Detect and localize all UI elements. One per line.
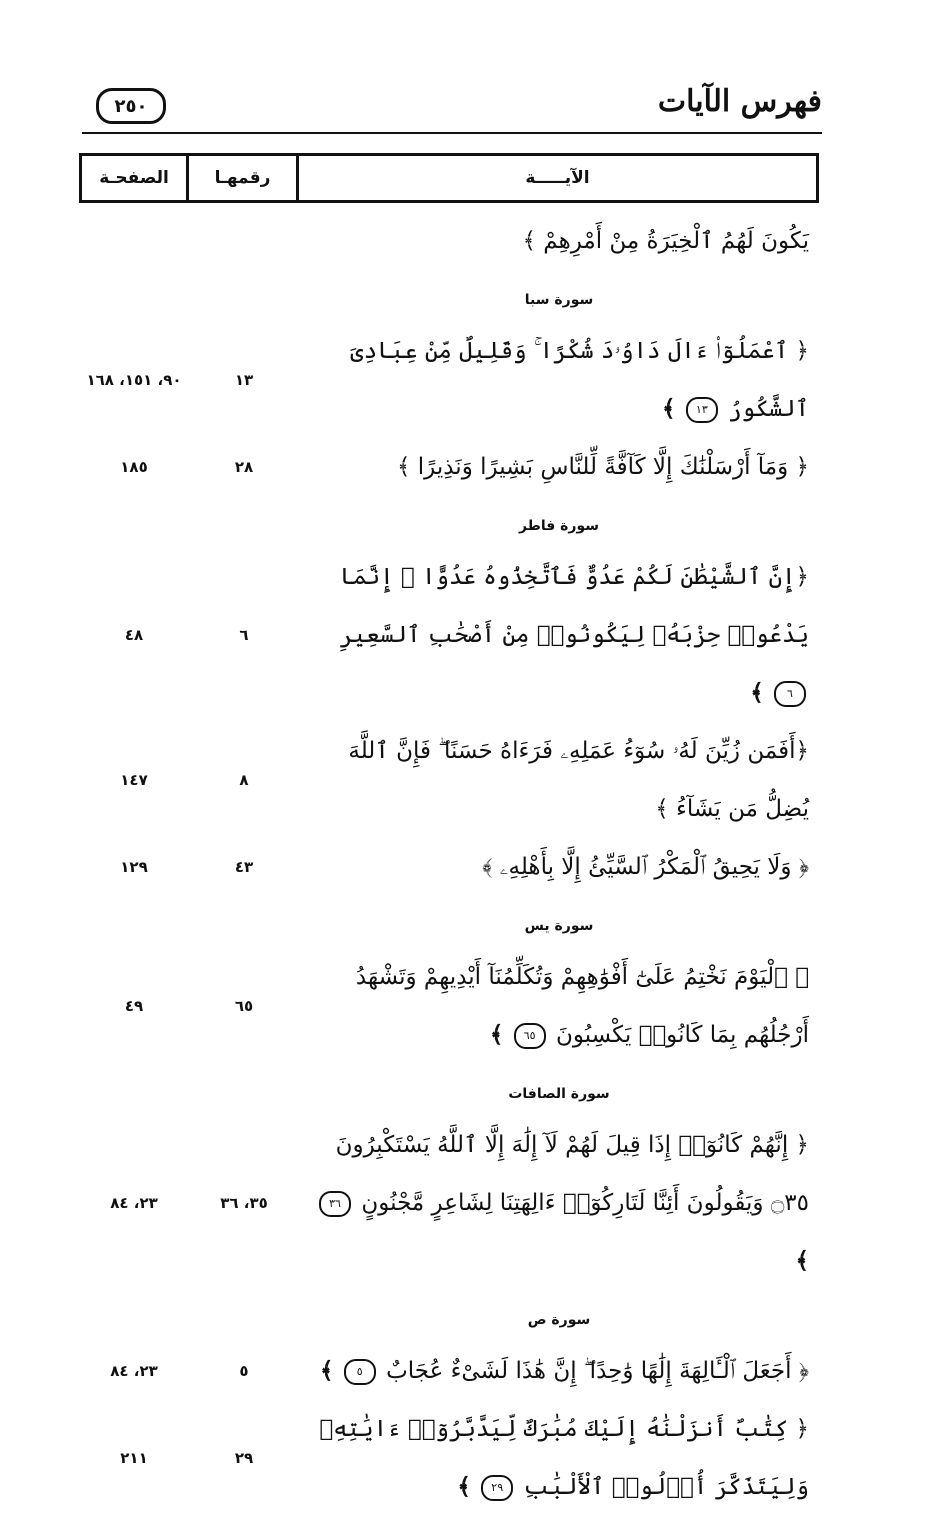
verse-cell (299, 1400, 819, 1516)
verse-text: ﴿ ٱعْمَلُوٓا۟ ءَالَ دَاوُۥدَ شُكْرًا ۚ وَقَلِيلٌ مِّنْ عِبَادِىَ ٱلشَّكُورُ (350, 338, 809, 422)
verse-number: ٤٣ (234, 858, 254, 876)
verse-cell (299, 322, 819, 438)
verse-cell (299, 548, 819, 722)
ayah-number-mark: ٢٩ (481, 1475, 513, 1501)
verse-text: ﴿ ٱلْيَوْمَ نَخْتِمُ عَلَىٰٓ أَفْوَٰهِهِمْ وَتُكَلِّمُنَآ أَيْدِيهِمْ وَتَشْهَدُ أَرْجُلُهُم بِمَا كَانُوا۟ يَكْسِبُونَ (355, 964, 809, 1048)
ayah-number-mark: ٦٥ (514, 1023, 546, 1049)
index-table-header (79, 153, 819, 203)
header-divider (82, 132, 822, 134)
verse-number: ٦ (239, 626, 249, 644)
index-rows (79, 212, 819, 1516)
closing-bracket: ﴾ (662, 395, 676, 422)
continuation-row (79, 212, 819, 270)
verse-number: ٢٩ (234, 1449, 254, 1467)
closing-bracket: ﴾ (457, 1473, 471, 1500)
verse-text: ﴿ إِنَّهُمْ كَانُوٓا۟ إِذَا قِيلَ لَهُمْ لَآ إِلَٰهَ إِلَّا ٱللَّهُ يَسْتَكْبِرُونَ ۝٣٥ وَيَقُولُونَ أَئِنَّا لَتَارِكُوٓا۟ ءَالِهَتِنَا لِشَاعِرٍ مَّجْنُونٍ (335, 1132, 809, 1216)
verse-cell (299, 1342, 819, 1400)
page-header (82, 78, 822, 134)
surah-heading: سورة الصافات (508, 1086, 610, 1102)
page-references: ٤٨ (124, 626, 144, 644)
closing-bracket: ﴾ (795, 1247, 809, 1274)
verse-number: ٨ (239, 771, 249, 789)
page-references: ١٢٩ (120, 858, 148, 876)
page-references: ٩٠، ١٥١، ١٦٨ (86, 371, 182, 389)
page-references: ٢٣، ٨٤ (110, 1194, 158, 1212)
verse-text: ﴿إِنَّ ٱلشَّيْطَٰنَ لَكُمْ عَدُوٌّ فَٱتَّخِذُوهُ عَدُوًّا ۚ إِنَّمَا يَدْعُوا۟ حِزْبَهُۥ لِيَكُونُوا۟ مِنْ أَصْحَٰبِ ٱلسَّعِيرِ (339, 564, 809, 648)
verse-row (79, 548, 819, 722)
verse-row (79, 438, 819, 496)
page-number-badge: ٢٥٠ (96, 88, 166, 124)
ayah-number-mark: ٣٦ (319, 1191, 351, 1217)
page-title: فهرس الآيات (657, 84, 822, 119)
page-references: ٢٣، ٨٤ (110, 1362, 158, 1380)
closing-bracket: ﴾ (750, 679, 764, 706)
ayah-number-mark: ٥ (344, 1359, 376, 1385)
verse-text: يَكُونَ لَهُمُ ٱلْخِيَرَةُ مِنْ أَمْرِهِمْ ﴾ (522, 228, 809, 254)
page-references: ١٤٧ (120, 771, 148, 789)
verse-number: ٢٨ (234, 458, 254, 476)
verse-text: ﴿ كِتَٰبٌ أَنزَلْنَٰهُ إِلَيْكَ مُبَٰرَكٌ لِّيَدَّبَّرُوٓا۟ ءَايَٰتِهِۦ وَلِيَتَذَكَّرَ أُو۟لُوا۟ ٱلْأَلْبَٰبِ (319, 1416, 809, 1500)
surah-heading: سورة يس (524, 918, 594, 934)
verse-cell (299, 948, 819, 1064)
verse-row (79, 1400, 819, 1516)
verse-text: ﴿ وَمَآ أَرْسَلْنَٰكَ إِلَّا كَآفَّةً لِّلنَّاسِ بَشِيرًا وَنَذِيرًا ﴾ (396, 454, 809, 480)
column-header-verse: الآيـــــة (296, 156, 816, 200)
surah-heading: سورة سبا (524, 292, 594, 308)
closing-bracket: ﴾ (489, 1021, 504, 1048)
verse-row (79, 722, 819, 838)
verse-number: ٦٥ (234, 997, 254, 1015)
column-header-page: الصفحـة (99, 168, 169, 188)
page-references: ١٨٥ (120, 458, 148, 476)
column-header-number: رقمهـا (186, 156, 296, 200)
ayah-number-mark: ١٣ (686, 397, 718, 423)
verse-row (79, 838, 819, 896)
verse-number: ١٣ (234, 371, 254, 389)
verse-row (79, 1342, 819, 1400)
ayah-number-mark: ٦ (774, 681, 806, 707)
verse-cell (299, 1116, 819, 1290)
verse-row (79, 1116, 819, 1290)
verse-text: ﴿أَفَمَن زُيِّنَ لَهُۥ سُوٓءُ عَمَلِهِۦ فَرَءَاهُ حَسَنًا ۖ فَإِنَّ ٱللَّهَ يُضِلُّ مَن يَشَآءُ ﴾ (348, 738, 809, 822)
verse-row (79, 322, 819, 438)
page-references: ٤٩ (124, 997, 144, 1015)
verse-row (79, 948, 819, 1064)
verse-text: ﴿ وَلَا يَحِيقُ ٱلْمَكْرُ ٱلسَّيِّئُ إِلَّا بِأَهْلِهِۦ ﴾ (482, 854, 809, 880)
page-references: ٢١١ (120, 1449, 148, 1467)
verse-number: ٥ (239, 1362, 249, 1380)
closing-bracket: ﴾ (319, 1357, 334, 1384)
surah-heading: سورة ص (527, 1312, 591, 1328)
surah-heading: سورة فاطر (518, 518, 600, 534)
verse-text: ﴿ أَجَعَلَ ٱلْـَٔالِهَةَ إِلَٰهًا وَٰحِدًا ۖ إِنَّ هَٰذَا لَشَىْءٌ عُجَابٌ (386, 1358, 809, 1384)
verse-number: ٣٥، ٣٦ (220, 1194, 268, 1212)
